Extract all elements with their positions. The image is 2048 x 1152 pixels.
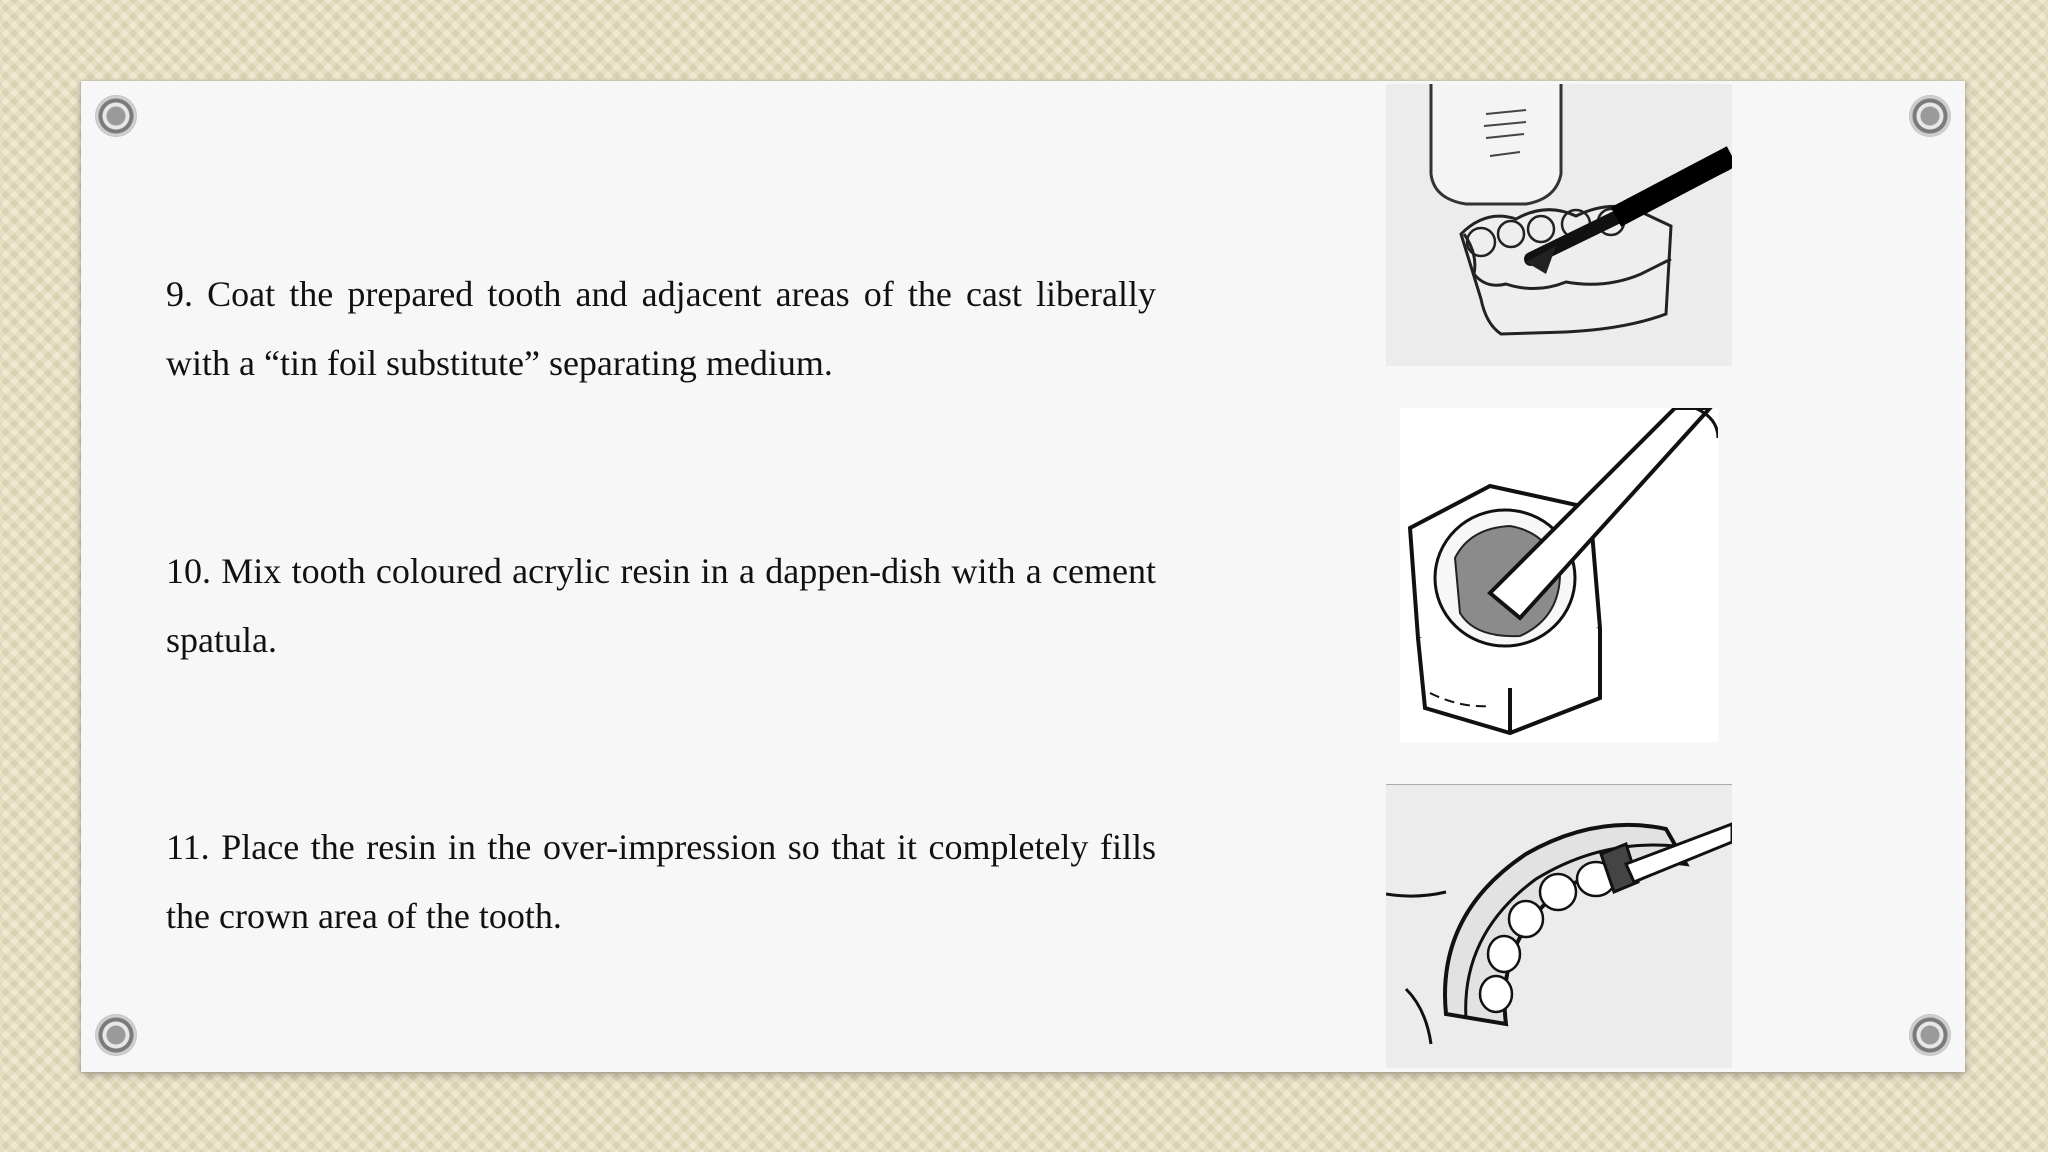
- grommet-top-right-icon: [1909, 95, 1951, 137]
- dappen-dish-spatula-illustration: [1400, 408, 1718, 742]
- step-11-text: 11. Place the resin in the over-impression so that it completely fills the crown area of the tooth.: [166, 827, 1156, 936]
- step-9-text: 9. Coat the prepared tooth and adjacent areas of the cast liberally with a “tin foil substitute” separating medium.: [166, 274, 1156, 383]
- step-10-text: 10. Mix tooth coloured acrylic resin in a dappen-dish with a cement spatula.: [166, 551, 1156, 660]
- over-impression-resin-illustration: [1386, 784, 1732, 1068]
- grommet-bottom-left-icon: [95, 1014, 137, 1056]
- brush-coating-cast-illustration: [1386, 84, 1732, 366]
- grommet-top-left-icon: [95, 95, 137, 137]
- grommet-bottom-right-icon: [1909, 1014, 1951, 1056]
